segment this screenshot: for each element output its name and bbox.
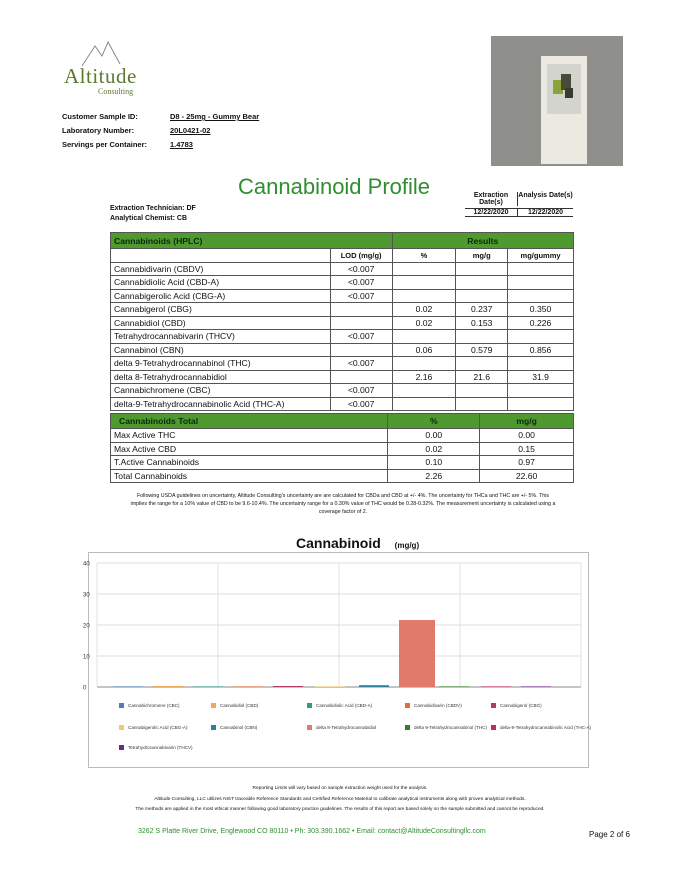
totals-name: Total Cannabinoids: [111, 469, 388, 483]
row-pct: [392, 262, 456, 276]
row-pct: 2.16: [392, 370, 456, 384]
row-mgg: 0.579: [456, 343, 508, 357]
row-mgg: 0.237: [456, 303, 508, 317]
totals-body: [111, 429, 574, 483]
y-tick-label: 0: [83, 685, 87, 692]
bar: [399, 620, 435, 687]
bar: [315, 686, 345, 687]
table-row: [111, 316, 574, 330]
page-number: Page 2 of 6: [589, 830, 630, 839]
row-name: Cannabidivarin (CBDV): [111, 262, 331, 276]
legend-swatch: [491, 725, 496, 730]
row-lod: [330, 370, 392, 384]
chart-svg: [83, 553, 592, 767]
table-row: [111, 357, 574, 371]
bar: [193, 686, 223, 687]
table-row: [111, 276, 574, 290]
lab-number-label: Laboratory Number:: [62, 126, 135, 135]
bar: [273, 686, 303, 687]
dates-block: [465, 192, 573, 217]
footer-line-3: The methods are applied in the most ethical manner following good laboratory practice guidelines. The results of this report are based solely on the sample submitted and cannot be reproduced.: [135, 807, 545, 812]
legend-swatch: [405, 703, 410, 708]
lab-number-value: 20L0421-02: [170, 126, 211, 135]
row-name: Cannabidiol (CBD): [111, 316, 331, 330]
y-tick-label: 30: [83, 592, 90, 599]
row-mggummy: 0.226: [508, 316, 574, 330]
row-pct: 0.02: [392, 316, 456, 330]
sample-id-label: Customer Sample ID:: [62, 112, 138, 121]
legend-label: Cannabidiol (CBD): [220, 703, 259, 708]
legend-label: delta-9-Tetrahydrocannabinolic Acid (THC-A): [500, 725, 592, 730]
row-lod: <0.007: [330, 384, 392, 398]
table-row: [111, 384, 574, 398]
analysis-date-value: 12/22/2020: [527, 209, 564, 216]
totals-mgg: 0.97: [480, 456, 574, 470]
y-tick-label: 40: [83, 561, 90, 568]
row-pct: [392, 276, 456, 290]
row-mggummy: 0.350: [508, 303, 574, 317]
row-pct: [392, 357, 456, 371]
totals-pct: 0.02: [388, 442, 480, 456]
row-name: Cannabigerolic Acid (CBG-A): [111, 289, 331, 303]
footer-line-1: Reporting Limits will vary based on sample extraction weight used for the analysis.: [252, 786, 428, 791]
legend-label: Cannabichromene (CBC): [128, 703, 180, 708]
logo-name: Altitude: [64, 64, 137, 88]
legend-swatch: [405, 725, 410, 730]
row-mgg: [456, 289, 508, 303]
table-column-row: [111, 249, 574, 263]
row-mggummy: [508, 384, 574, 398]
legend-label: Cannabidiolic Acid (CBD-A): [316, 703, 373, 708]
row-lod: <0.007: [330, 289, 392, 303]
totals-name: Max Active THC: [111, 429, 388, 443]
row-pct: [392, 330, 456, 344]
product-photo: [491, 36, 623, 166]
legend-label: Cannabidivarin (CBDV): [414, 703, 462, 708]
servings-label: Servings per Container:: [62, 140, 148, 149]
row-pct: 0.02: [392, 303, 456, 317]
legend-swatch: [211, 725, 216, 730]
analysis-date-label: Analysis Date(s): [518, 192, 573, 199]
table-header-row: [111, 233, 574, 249]
row-mgg: [456, 262, 508, 276]
chart-title-unit: (mg/g): [394, 541, 420, 550]
totals-pct: 0.00: [388, 429, 480, 443]
totals-row: [111, 456, 574, 470]
row-name: delta 8-Tetrahydrocannabidiol: [111, 370, 331, 384]
row-mggummy: 31.9: [508, 370, 574, 384]
table-row: [111, 289, 574, 303]
y-tick-label: 20: [83, 623, 90, 630]
table-row: [111, 343, 574, 357]
legend-swatch: [119, 745, 124, 750]
totals-col-mgg: mg/g: [480, 414, 574, 429]
legend-swatch: [211, 703, 216, 708]
row-lod: <0.007: [330, 330, 392, 344]
row-name: Cannabichromene (CBC): [111, 384, 331, 398]
table-header-title: Cannabinoids (HPLC): [111, 233, 393, 249]
totals-row: [111, 469, 574, 483]
row-mgg: [456, 357, 508, 371]
row-name: delta 9-Tetrahydrocannabinol (THC): [111, 357, 331, 371]
row-mgg: [456, 330, 508, 344]
totals-name: T.Active Cannabinoids: [111, 456, 388, 470]
row-mgg: [456, 397, 508, 411]
totals-mgg: 22.60: [480, 469, 574, 483]
row-pct: [392, 289, 456, 303]
legend-swatch: [307, 725, 312, 730]
legend-label: Tetrahydrocannabivarin (THCV): [128, 745, 193, 750]
table-row: [111, 262, 574, 276]
row-mgg: 21.6: [456, 370, 508, 384]
sample-id-value: D8 - 25mg - Gummy Bear: [170, 112, 260, 121]
legend-swatch: [119, 703, 124, 708]
row-mggummy: [508, 262, 574, 276]
bar: [521, 686, 551, 687]
row-mggummy: [508, 357, 574, 371]
row-mggummy: 0.856: [508, 343, 574, 357]
totals-mgg: 0.15: [480, 442, 574, 456]
cannabinoid-chart: [83, 552, 592, 768]
row-lod: <0.007: [330, 357, 392, 371]
extraction-date-value: 12/22/2020: [465, 209, 518, 216]
legend-swatch: [119, 725, 124, 730]
chemist: Analytical Chemist: CB: [110, 215, 188, 222]
row-pct: [392, 397, 456, 411]
row-lod: [330, 343, 392, 357]
legend-label: Cannabinol (CBN): [220, 725, 258, 730]
chart-title-text: Cannabinoid: [296, 535, 381, 551]
row-mgg: [456, 276, 508, 290]
legend-label: Cannabigerolic Acid (CBG-A): [128, 725, 188, 730]
totals-header-title: Cannabinoids Total: [111, 414, 388, 429]
bar: [113, 686, 143, 687]
table-row: [111, 303, 574, 317]
col-mgg: mg/g: [456, 249, 508, 263]
row-name: Cannabigerol (CBG): [111, 303, 331, 317]
legend-label: delta 8-Tetrahydrocannabidiol: [316, 725, 377, 730]
row-mggummy: [508, 397, 574, 411]
row-name: Tetrahydrocannabivarin (THCV): [111, 330, 331, 344]
row-pct: 0.06: [392, 343, 456, 357]
totals-name: Max Active CBD: [111, 442, 388, 456]
bar: [153, 686, 183, 687]
row-mggummy: [508, 330, 574, 344]
footer-line-2: Altitude Consulting, LLC utilizes NIST traceable Reference Standards and Certified Reference Material to calibrate analytical instruments along with proven analytical methods.: [154, 797, 526, 802]
legend-swatch: [307, 703, 312, 708]
altitude-logo: [62, 38, 150, 96]
totals-header-row: [111, 414, 574, 429]
table-body: [111, 262, 574, 411]
technician: Extraction Technician: DF: [110, 205, 196, 212]
totals-pct: 0.10: [388, 456, 480, 470]
row-name: Cannabinol (CBN): [111, 343, 331, 357]
row-lod: <0.007: [330, 397, 392, 411]
uncertainty-note: Following USDA guidelines on uncertainty, Altitude Consulting's uncertainty are are calculated for CBDa and CBD at +/- 4%. The uncertainty for THCa and THC are +/- 5%. This implies the range for a 10% value of CBD to be 9.6-10.4%. The uncertainty range for a 0.30% value of THC would be 0.28-0.32%. The measurement uncertainty is calculated using a coverage factor of 2.: [130, 493, 556, 515]
bar: [481, 686, 511, 687]
totals-row: [111, 429, 574, 443]
totals-pct: 2.26: [388, 469, 480, 483]
row-lod: [330, 303, 392, 317]
row-name: Cannabidiolic Acid (CBD-A): [111, 276, 331, 290]
totals-table: [110, 413, 574, 483]
totals-row: [111, 442, 574, 456]
row-mgg: [456, 384, 508, 398]
row-mgg: 0.153: [456, 316, 508, 330]
row-lod: <0.007: [330, 276, 392, 290]
row-pct: [392, 384, 456, 398]
row-mggummy: [508, 289, 574, 303]
product-photo-illustration: [491, 36, 623, 166]
row-name: delta-9-Tetrahydrocannabinolic Acid (THC-A): [111, 397, 331, 411]
table-row: [111, 397, 574, 411]
page-title: Cannabinoid Profile: [238, 174, 431, 199]
logo-sub: Consulting: [98, 87, 134, 96]
table-header-results: Results: [392, 233, 573, 249]
footer-address: 3262 S Platte River Drive, Englewood CO 80110 • Ph: 303.390.1662 • Email: contact@AltitudeConsultingllc.com: [138, 828, 486, 835]
extraction-date-label: Extraction Date(s): [465, 192, 518, 206]
row-mggummy: [508, 276, 574, 290]
col-lod: LOD (mg/g): [330, 249, 392, 263]
row-lod: <0.007: [330, 262, 392, 276]
cannabinoid-table: [110, 232, 574, 411]
bar: [359, 685, 389, 687]
row-lod: [330, 316, 392, 330]
col-mggummy: mg/gummy: [508, 249, 574, 263]
chart-title: [296, 535, 419, 551]
legend-label: delta 9-Tetrahydrocannabinol (THC): [414, 725, 488, 730]
y-tick-label: 10: [83, 654, 90, 661]
legend-label: Cannabigerol (CBG): [500, 703, 542, 708]
bar: [439, 686, 469, 687]
table-row: [111, 370, 574, 384]
servings-value: 1.4783: [170, 140, 193, 149]
col-pct: %: [392, 249, 456, 263]
table-row: [111, 330, 574, 344]
legend-swatch: [491, 703, 496, 708]
totals-col-pct: %: [388, 414, 480, 429]
bar: [233, 686, 263, 687]
totals-mgg: 0.00: [480, 429, 574, 443]
